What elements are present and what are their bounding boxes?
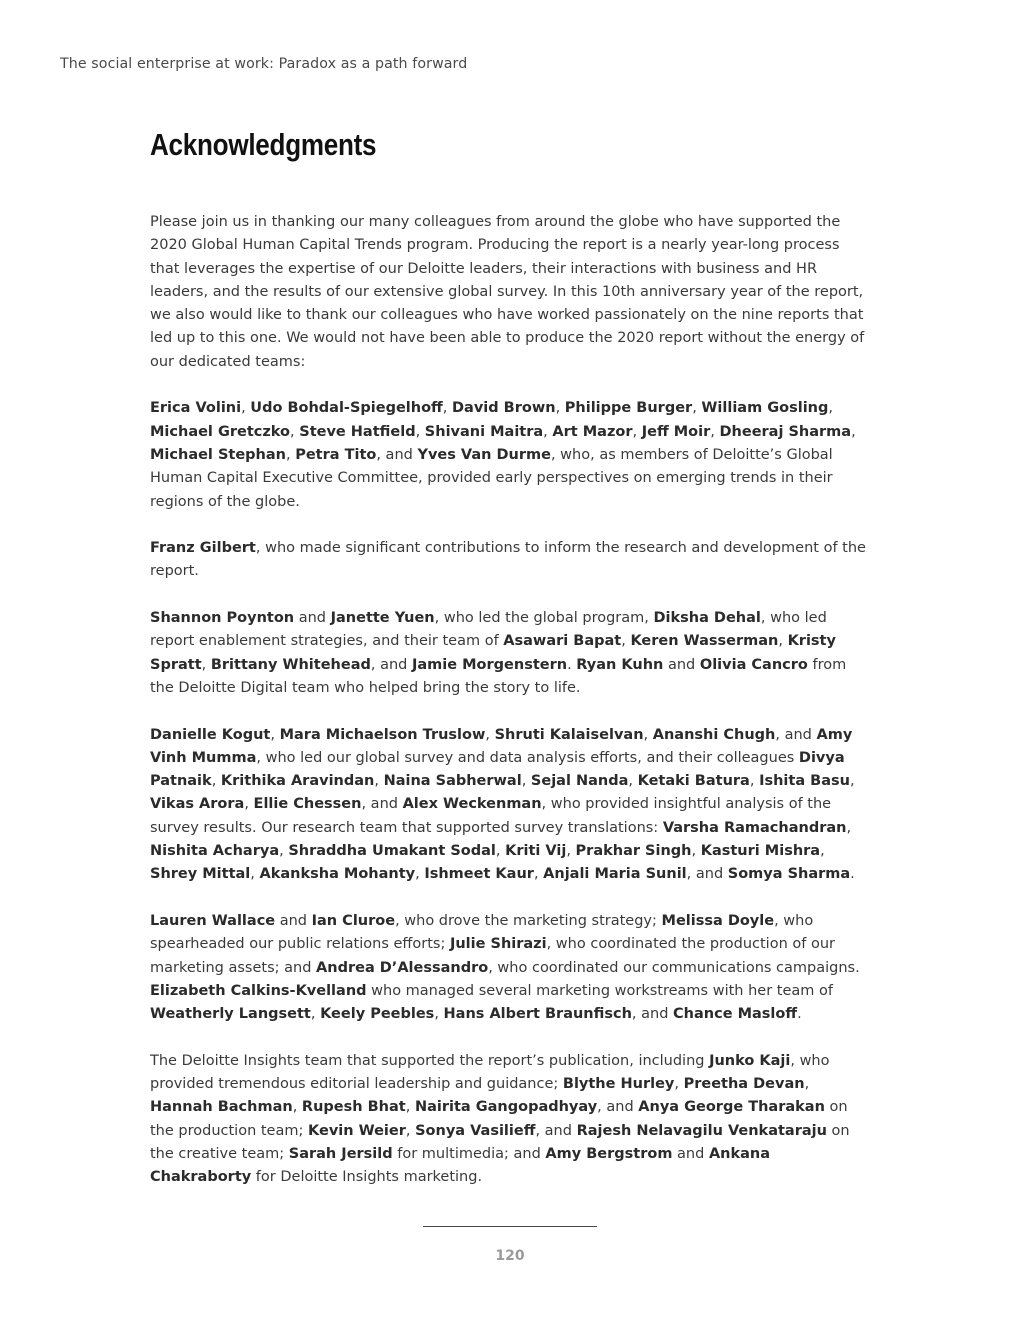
- paragraph-text: , who provided insightful analysis of the survey results. Our research team that supported survey translations:: [150, 796, 832, 836]
- paragraph-insights-team: [150, 1050, 872, 1190]
- person-name: David Brown: [452, 400, 556, 417]
- paragraph-text: ,: [485, 726, 495, 743]
- paragraph-text: ,: [442, 400, 453, 417]
- paragraph-survey-team: [150, 724, 872, 887]
- person-name: Brittany Whitehead: [210, 656, 371, 673]
- person-name: Kristy Spratt: [150, 633, 836, 673]
- paragraph-text: ,: [290, 423, 300, 440]
- paragraph-text: ,: [415, 866, 425, 883]
- paragraph-text: ,: [201, 656, 211, 673]
- person-name: Michael Stephan: [150, 446, 286, 463]
- person-name: Udo Bohdal-Spiegelhoff: [250, 400, 443, 417]
- paragraph-text: ,: [778, 633, 788, 650]
- paragraph-text: ,: [692, 400, 702, 417]
- person-name: Janette Yuen: [330, 610, 435, 627]
- person-name: Yves Van Durme: [417, 446, 551, 463]
- paragraph-text: , and: [376, 446, 418, 463]
- person-name: Ankana Chakraborty: [150, 1145, 771, 1186]
- paragraph-text: for Deloitte Insights marketing.: [251, 1169, 483, 1186]
- paragraph-intro: [150, 211, 872, 374]
- paragraph-text: ,: [643, 726, 653, 743]
- person-name: Weatherly Langsett: [150, 1006, 311, 1023]
- paragraph-text: , who spearheaded our public relations efforts;: [150, 912, 814, 953]
- paragraph-text: ,: [691, 843, 701, 860]
- person-name: Divya Patnaik: [150, 749, 845, 790]
- running-header: The social enterprise at work: Paradox as a path forward: [60, 56, 468, 72]
- paragraph-text: , who, as members of Deloitte’s Global Human Capital Executive Committee, provided early perspectives on emerging trends in their regions of the globe.: [150, 446, 833, 510]
- person-name: Dheeraj Sharma: [719, 423, 852, 440]
- person-name: Rupesh Bhat: [301, 1099, 406, 1116]
- person-name: Jeff Moir: [641, 423, 711, 440]
- paragraph-text: on the production team;: [150, 1099, 848, 1139]
- paragraph-text: , and: [631, 1006, 674, 1023]
- paragraph-text: ,: [241, 400, 251, 417]
- paragraph-text: ,: [374, 773, 384, 790]
- person-name: Shannon Poynton: [150, 610, 295, 627]
- paragraph-text: ,: [244, 796, 254, 813]
- paragraph-text: ,: [621, 633, 631, 650]
- paragraph-text: ,: [211, 773, 221, 790]
- person-name: Franz Gilbert: [150, 540, 256, 557]
- paragraph-text: .: [567, 656, 577, 673]
- paragraph-text: ,: [555, 400, 565, 417]
- paragraph-text: ,: [632, 423, 642, 440]
- paragraph-executive-committee: [150, 397, 872, 513]
- person-name: Mara Michaelson Truslow: [279, 726, 486, 743]
- paragraph-text: from the Deloitte Digital team who helped bring the story to life.: [150, 656, 847, 696]
- person-name: Preetha Devan: [683, 1075, 805, 1092]
- paragraph-text: , and: [361, 796, 403, 813]
- paragraph-text: ,: [533, 866, 544, 883]
- person-name: Anjali Maria Sunil: [543, 866, 687, 883]
- paragraph-text: ,: [804, 1075, 810, 1092]
- person-name: Kasturi Mishra: [700, 843, 821, 860]
- person-name: Olivia Cancro: [699, 656, 808, 673]
- person-name: Hannah Bachman: [150, 1099, 293, 1116]
- person-name: Anya George Tharakan: [638, 1099, 825, 1116]
- paragraph-text: , and: [370, 656, 412, 673]
- paragraph-text: ,: [820, 843, 825, 860]
- person-name: Jamie Morgenstern: [411, 656, 568, 673]
- person-name: Nairita Gangopadhyay: [414, 1099, 598, 1116]
- paragraph-text: ,: [828, 400, 833, 417]
- paragraph-text: ,: [566, 843, 576, 860]
- paragraph-text: ,: [846, 819, 852, 836]
- paragraph-text: , and: [686, 866, 728, 883]
- paragraph-text: ,: [285, 446, 296, 463]
- paragraph-text: , who coordinated our communications campaigns.: [488, 959, 860, 976]
- paragraph-text: , and: [597, 1099, 639, 1116]
- person-name: Amy Bergstrom: [545, 1145, 673, 1162]
- paragraph-text: , who drove the marketing strategy;: [395, 912, 662, 929]
- paragraph-text: ,: [710, 423, 720, 440]
- paragraph-text: ,: [250, 866, 260, 883]
- person-name: Andrea D’Alessandro: [316, 959, 489, 976]
- paragraph-text: ,: [849, 773, 855, 790]
- paragraph-text: , who provided tremendous editorial leadership and guidance;: [150, 1052, 830, 1092]
- person-name: Nishita Acharya: [150, 843, 280, 860]
- person-name: William Gosling: [701, 400, 829, 417]
- paragraph-text: ,: [270, 726, 280, 743]
- person-name: Ananshi Chugh: [652, 726, 776, 743]
- person-name: Diksha Dehal: [653, 610, 761, 627]
- paragraph-text: and: [294, 610, 331, 627]
- person-name: Asawari Bapat: [503, 633, 622, 650]
- paragraph-text: ,: [415, 423, 425, 440]
- person-name: Sejal Nanda: [530, 773, 629, 790]
- paragraph-text: ,: [310, 1006, 321, 1023]
- person-name: Shruti Kalaiselvan: [494, 726, 644, 743]
- person-name: Julie Shirazi: [449, 936, 547, 953]
- paragraph-text: ,: [674, 1075, 684, 1092]
- person-name: Kevin Weier: [308, 1122, 406, 1139]
- person-name: Krithika Aravindan: [220, 773, 375, 790]
- paragraph-text: ,: [279, 843, 289, 860]
- person-name: Vikas Arora: [150, 796, 245, 813]
- paragraph-text: for multimedia; and: [392, 1145, 546, 1162]
- paragraph-text: , and: [535, 1122, 577, 1139]
- paragraph-text: .: [797, 1006, 802, 1023]
- paragraph-text: ,: [434, 1006, 444, 1023]
- person-name: Ishmeet Kaur: [424, 866, 534, 883]
- footer-divider: [423, 1226, 597, 1227]
- person-name: Steve Hatfield: [299, 423, 416, 440]
- person-name: Art Mazor: [552, 423, 633, 440]
- person-name: Danielle Kogut: [150, 726, 271, 743]
- person-name: Melissa Doyle: [661, 912, 775, 929]
- person-name: Prakhar Singh: [575, 843, 692, 860]
- page-number: 120: [495, 1248, 525, 1264]
- paragraph-text: .: [850, 866, 855, 883]
- paragraph-text: ,: [749, 773, 760, 790]
- person-name: Akanksha Mohanty: [259, 866, 416, 883]
- paragraph-program-team: [150, 607, 872, 700]
- paragraph-text: ,: [521, 773, 531, 790]
- person-name: Keren Wasserman: [630, 633, 779, 650]
- person-name: Michael Gretczko: [150, 423, 291, 440]
- person-name: Sonya Vasilieff: [415, 1122, 536, 1139]
- person-name: Hans Albert Braunfisch: [443, 1006, 632, 1023]
- paragraph-text: ,: [851, 423, 856, 440]
- paragraph-text: and: [672, 1145, 709, 1162]
- person-name: Elizabeth Calkins-Kvelland: [150, 982, 367, 999]
- person-name: Lauren Wallace: [150, 912, 276, 929]
- paragraph-text: , who coordinated the production of our marketing assets; and: [150, 936, 835, 976]
- paragraph-text: , and: [775, 726, 817, 743]
- paragraph-text: ,: [405, 1099, 415, 1116]
- paragraph-text: ,: [405, 1122, 416, 1139]
- person-name: Ryan Kuhn: [576, 656, 664, 673]
- person-name: Chance Masloff: [673, 1006, 798, 1023]
- person-name: Shrey Mittal: [150, 866, 251, 883]
- person-name: Keely Peebles: [320, 1006, 435, 1023]
- person-name: Blythe Hurley: [562, 1075, 675, 1092]
- paragraph-text: ,: [543, 423, 553, 440]
- person-name: Ian Cluroe: [311, 912, 396, 929]
- paragraph-text: ,: [628, 773, 638, 790]
- person-name: Philippe Burger: [564, 400, 693, 417]
- paragraph-text: and: [663, 656, 700, 673]
- paragraph-text: , who led the global program,: [434, 610, 654, 627]
- person-name: Rajesh Nelavagilu Venkataraju: [576, 1122, 827, 1139]
- paragraph-text: , who led report enablement strategies, and their team of: [150, 610, 827, 650]
- paragraph-text: , who made significant contributions to inform the research and development of the report.: [150, 540, 866, 580]
- paragraph-text: and: [275, 912, 312, 929]
- person-name: Somya Sharma: [727, 866, 851, 883]
- person-name: Varsha Ramachandran: [662, 819, 847, 836]
- paragraph-research-contributor: [150, 537, 872, 584]
- paragraph-text: Please join us in thanking our many colleagues from around the globe who have supported the 2020 Global Human Capital Trends program. Producing the report is a nearly year-long process that leverages the expertise of our Deloitte leaders, their interactions with business and HR leaders, and the results of our extensive global survey. In this 10th anniversary year of the report, we also would like to thank our colleagues who have worked passionately on the nine reports that led up to this one. We would not have been able to produce the 2020 report without the energy of our dedicated teams:: [150, 214, 865, 370]
- person-name: Junko Kaji: [709, 1052, 791, 1069]
- person-name: Petra Tito: [295, 446, 377, 463]
- person-name: Kriti Vij: [505, 843, 567, 860]
- paragraph-marketing-team: [150, 910, 872, 1026]
- paragraph-text: The Deloitte Insights team that supported the report’s publication, including: [150, 1052, 710, 1069]
- person-name: Sarah Jersild: [288, 1145, 393, 1162]
- person-name: Naina Sabherwal: [383, 773, 522, 790]
- person-name: Ishita Basu: [759, 773, 850, 790]
- acknowledgments-body: [150, 211, 872, 1213]
- person-name: Erica Volini: [150, 400, 242, 417]
- person-name: Shraddha Umakant Sodal: [288, 843, 496, 860]
- person-name: Shivani Maitra: [424, 423, 544, 440]
- paragraph-text: , who led our global survey and data analysis efforts, and their colleagues: [256, 749, 799, 766]
- paragraph-text: ,: [292, 1099, 302, 1116]
- paragraph-text: on the creative team;: [150, 1122, 850, 1162]
- person-name: Ketaki Batura: [637, 773, 750, 790]
- page-title: Acknowledgments: [150, 127, 377, 162]
- paragraph-text: ,: [495, 843, 506, 860]
- person-name: Ellie Chessen: [253, 796, 362, 813]
- person-name: Alex Weckenman: [402, 796, 542, 813]
- person-name: Amy Vinh Mumma: [150, 726, 853, 766]
- paragraph-text: who managed several marketing workstreams with her team of: [366, 982, 833, 999]
